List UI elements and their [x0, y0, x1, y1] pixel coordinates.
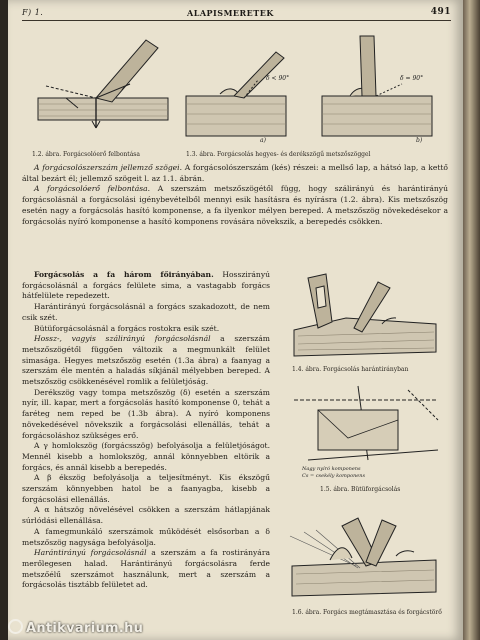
page-number: 491 [430, 7, 451, 17]
book-page [8, 0, 463, 640]
paragraph-cross: Harántirányú forgácsolásnál a forgács szakadozott, de nem csik szét. [22, 302, 270, 322]
paragraph-three-directions: Hosszirányú forgácsolásnál a forgács felülete sima, a vastagabb forgács hátfelülete repedezett. [22, 270, 270, 301]
figure-1-2-cutting-force [26, 28, 176, 146]
heading-tool-angles: A forgácsolószerszám jellemző szögei. [34, 163, 183, 172]
watermark [8, 619, 143, 636]
paragraph-longitudinal: a szerszám metszőszögétől függően változik a megmunkált felület simasága. Hegyes metszőszög esetén (1.3a ábra) a faanyag a szerszám éle mentén a haladás síkjánál mélyebben bereped. A metszőszög csökkenésével romlik a felületjóság. [22, 334, 270, 387]
figure-1-5-label-large: Nagy nyíró komponens [302, 466, 361, 472]
figure-1-3-angle-a: δ < 90° [266, 75, 290, 82]
figure-1-4-caption: 1.4. ábra. Forgácsolás harántirányban [292, 366, 409, 373]
paragraph-end-grain: Bütüforgácsolásnál a forgács rostokra esik szét. [34, 323, 220, 333]
figure-1-3-angle-b: δ = 90° [400, 75, 424, 82]
running-title: ALAPISMERETEK [187, 8, 274, 18]
figure-1-3-label-b: b) [416, 137, 423, 144]
heading-force: A forgácsolóerő felbontása. [34, 184, 151, 194]
figure-1-3-cutting-angles [180, 30, 438, 145]
paragraph-right-angle: Derékszög vagy tompa metszőszög (δ) esetén a szerszám nyír, ill. kapar, mert a forgácsolás hasító komponense 0, tehát a faréteg nem reped be (1.3b ábra). A nyíró komponens növekedésével növekszik a forgácsolási ellenállás, tehát a forgácsoláshoz szükséges erő. [22, 387, 270, 440]
figure-1-3-caption: 1.3. ábra. Forgácsolás hegyes- és derékszögű metszőszöggel [186, 151, 371, 158]
paragraph-transverse: a szerszám a fa rostirányára merőlegesen halad. Harántirányú forgácsolásra ferde metszőélű szerszámot használunk, mert a szerszám a forgácsolás tisztább felületet ad. [22, 548, 270, 590]
chapter-marker: F) 1. [22, 8, 44, 17]
figure-1-5-caption: 1.5. ábra. Bütüforgácsolás [320, 486, 401, 493]
page-edge [463, 0, 480, 640]
paragraph-rake-angle: A γ homlokszög (forgácsszög) befolyásolja a felületjóságot. Mennél kisebb a homlokszög, annál könnyebben eltörik a forgács, és annál kisebb a berepedés. [22, 441, 270, 472]
watermark-text: Antikvarium.hu [26, 621, 144, 636]
paragraph-force: A szerszám metszőszögétől függ, hogy szálirányú és harántirányú forgácsolásnál a forgácsolási igénybevételből mennyi esik hasításra és nyírásra (1.2. ábra). Kis metszőszög esetén nagy a forgácsolás hasító komponense, a fa ilyenkor mélyen bereped. A metszőszög növekedésekor a forgácsolás nyíró komponense a hasító komponens rovására növekszik, a berepedés csökken. [22, 184, 448, 226]
figure-1-5-end-grain-cutting [288, 380, 453, 480]
figure-1-5-label-small: Cs = csekély komponens [302, 473, 366, 479]
paragraph-cutting-angle: A famegmunkáló szerszámok működését elsősorban a δ metszőszög nagysága befolyásolja. [22, 526, 270, 547]
heading-three-directions: Forgácsolás a fa három főirányában. [34, 270, 214, 279]
heading-longitudinal: Hossz-, vagyis szálirányú forgácsolásnál [34, 334, 211, 344]
paragraph-clearance-angle: A α hátszög növelésével csökken a szerszám hátlapjának súrlódási ellenállása. [22, 505, 270, 526]
figure-1-3-label-a: a) [260, 137, 266, 144]
figure-1-2-caption: 1.2. ábra. Forgácsolóerő felbontása [32, 151, 140, 158]
page-header [22, 6, 451, 21]
body-text-column [22, 270, 270, 591]
paragraph-wedge-angle: A β ékszög befolyásolja a teljesítményt. Kis ékszögű szerszám könnyebben hatol be a faanyagba, kisebb a forgácsolási ellenállás. [22, 473, 270, 504]
paragraph-tool-angles: A forgácsolószerszám (kés) részei: a mellső lap, a hátsó lap, a kettő által bezárt él; jellemző szögeit l. az 1.1. ábrán. [22, 163, 448, 183]
figure-1-6-caption: 1.6. ábra. Forgács megtámasztása és forgácstörő [292, 609, 442, 616]
heading-transverse: Harántirányú forgácsolásnál [34, 548, 147, 558]
figure-1-6-chip-support [286, 496, 456, 606]
watermark-logo-icon [8, 619, 23, 634]
figure-1-4-transverse-cutting [286, 270, 456, 365]
body-text-full [22, 163, 448, 227]
